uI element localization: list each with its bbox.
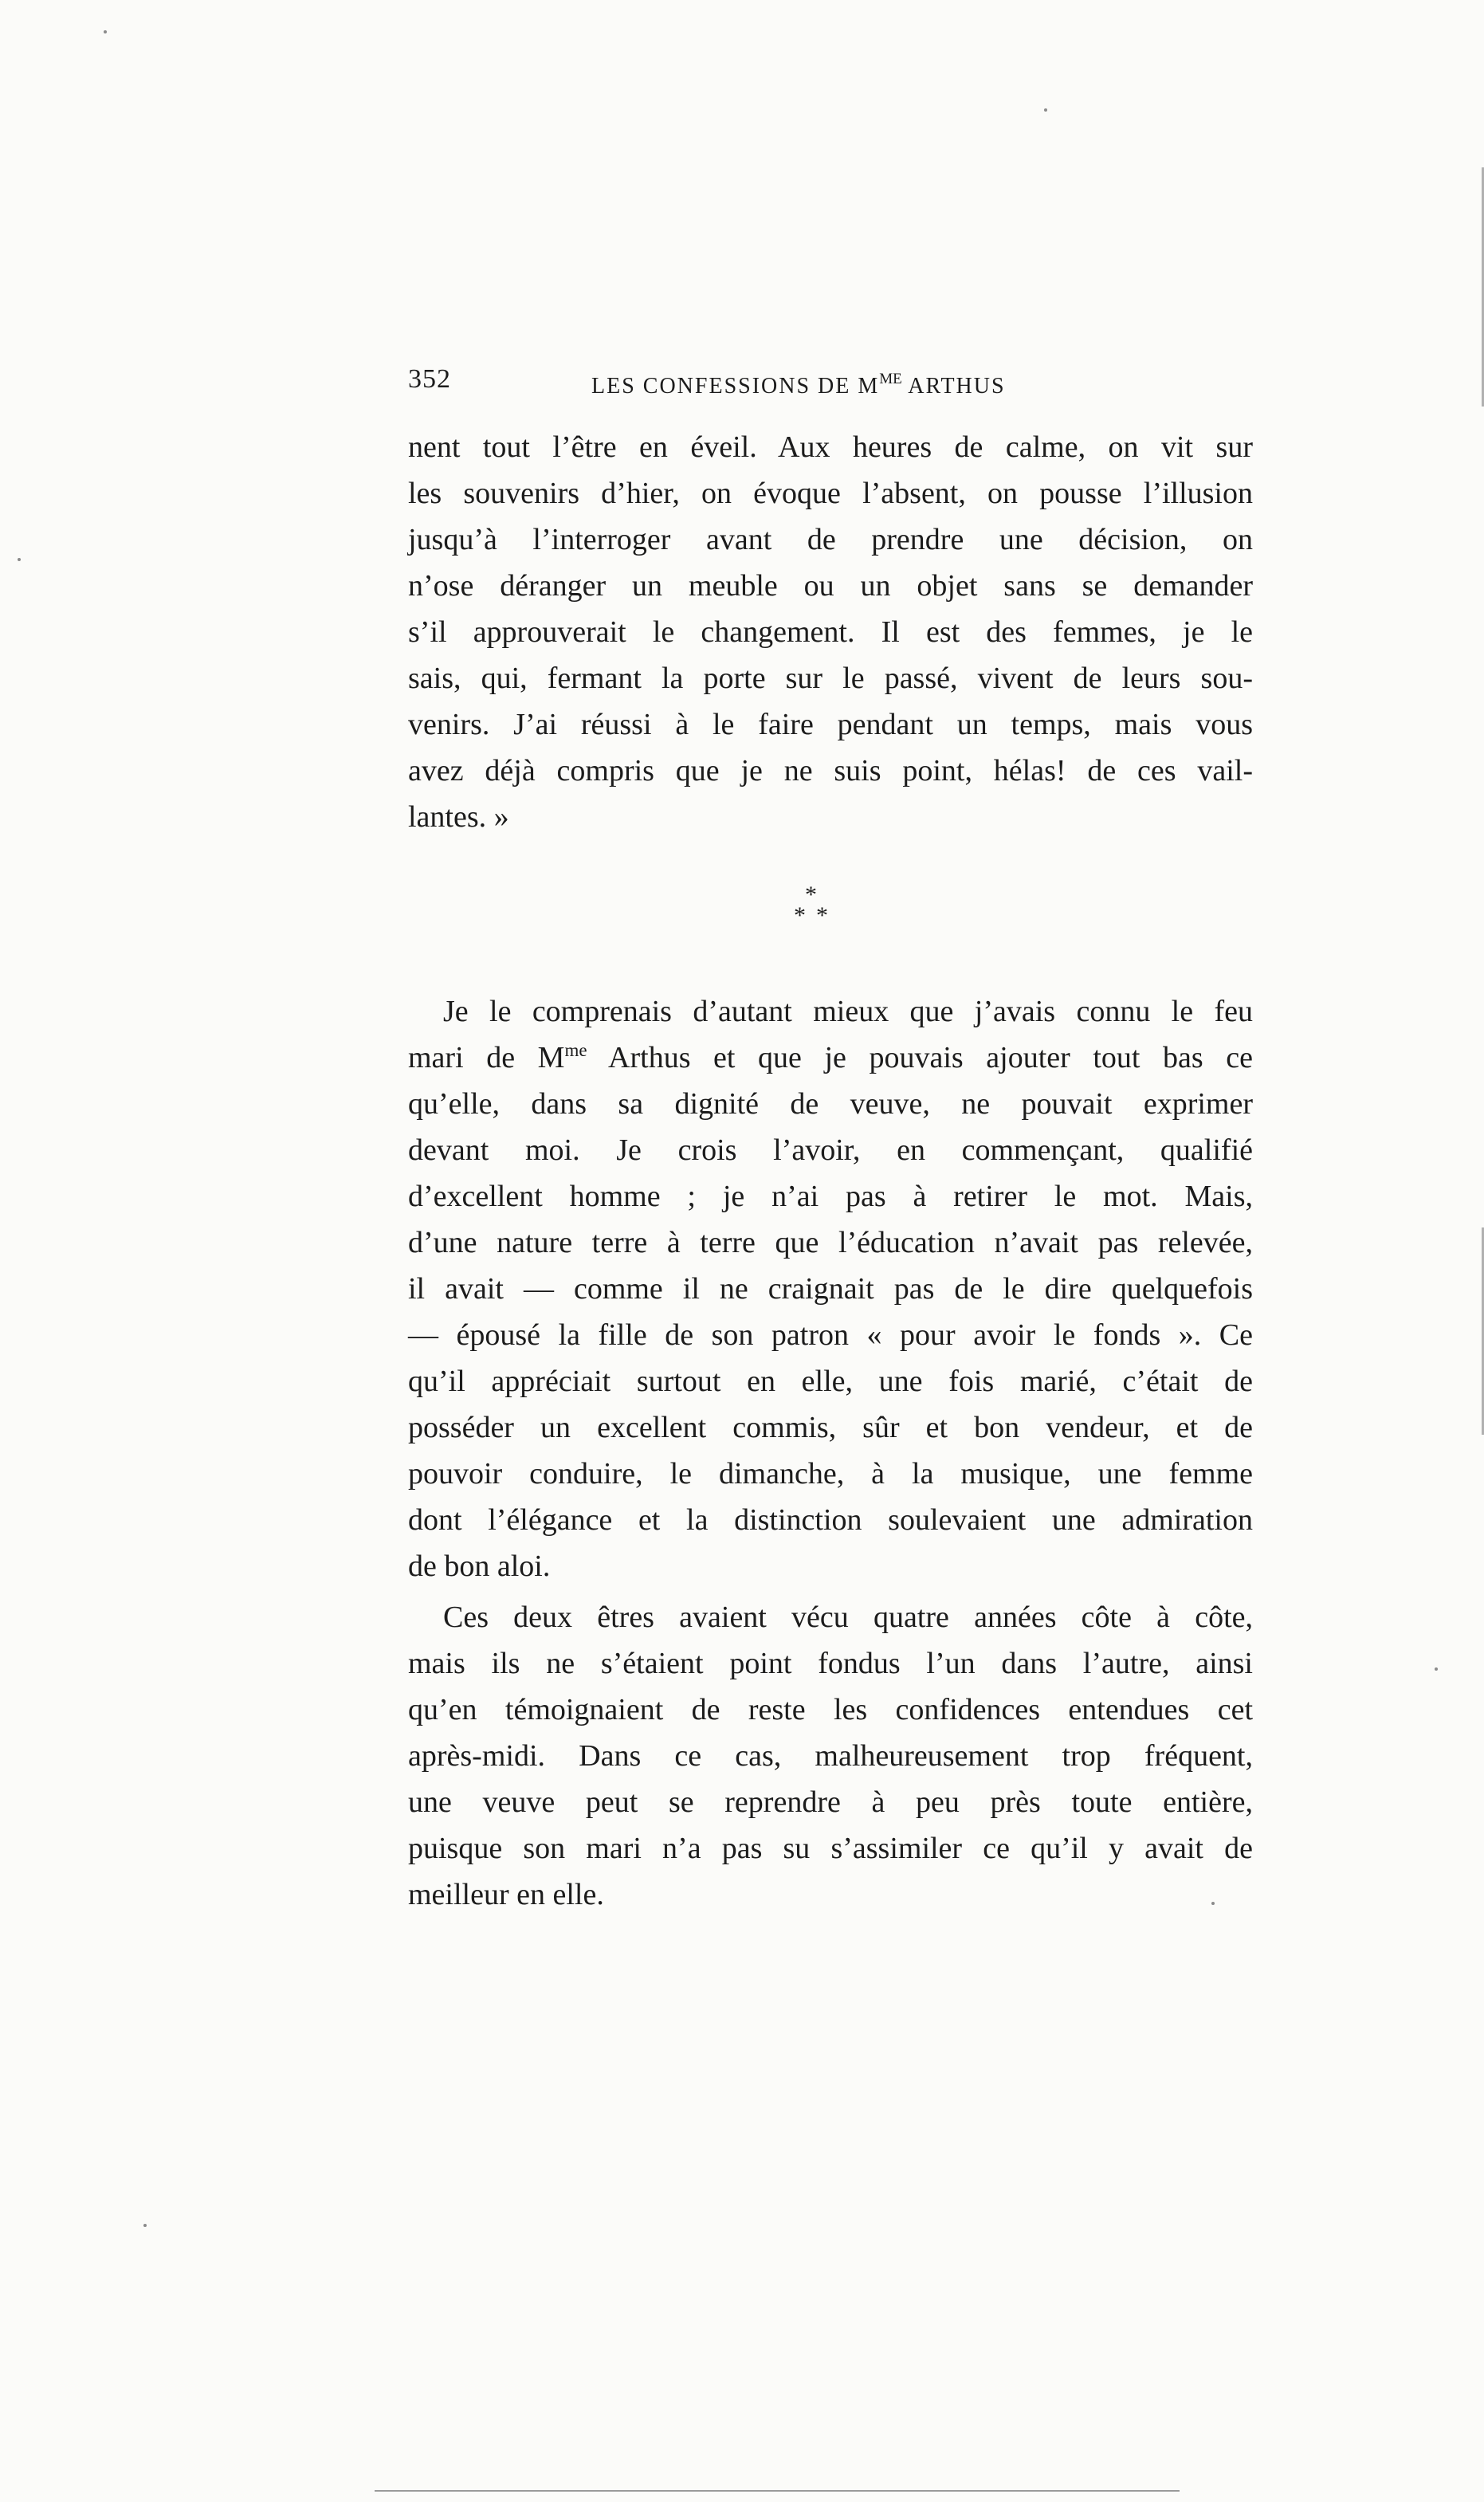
text-fragment: mari de M — [408, 1041, 565, 1074]
asterism-star: * — [805, 882, 817, 908]
text-line: d’excellent homme ; je n’ai pas à retirer le mot. Mais, — [408, 1180, 1253, 1213]
text-line: Je le comprenais d’autant mieux que j’avais connu le feu — [443, 995, 1253, 1028]
text-line: d’une nature terre à terre que l’éducation n’avait pas relevée, — [408, 1226, 1253, 1259]
asterism-star: * — [816, 902, 828, 929]
asterism-star: * — [794, 902, 806, 929]
paragraph-2 — [408, 988, 1253, 1589]
text-line: posséder un excellent commis, sûr et bon vendeur, et de — [408, 1411, 1253, 1444]
paper-speck — [1211, 1902, 1215, 1905]
paper-speck — [1435, 1667, 1438, 1671]
page-number: 352 — [408, 364, 451, 394]
text-line: — épousé la fille de son patron « pour avoir le fonds ». Ce — [408, 1318, 1253, 1352]
paper-speck — [1044, 108, 1047, 112]
text-line: il avait — comme il ne craignait pas de le dire quelquefois — [408, 1272, 1253, 1306]
text-line: lantes. » — [408, 800, 509, 834]
text-line: dont l’élégance et la distinction soulevaient une admiration — [408, 1503, 1253, 1537]
text-line: de bon aloi. — [408, 1550, 551, 1583]
text-line: avez déjà compris que je ne suis point, hélas! de ces vail- — [408, 754, 1253, 788]
text-line: qu’il appréciait surtout en elle, une fois marié, c’était de — [408, 1365, 1253, 1398]
running-title-superscript: ME — [879, 371, 902, 387]
running-title-end: ARTHUS — [901, 374, 1006, 399]
text-line: après-midi. Dans ce cas, malheureusement trop fréquent, — [408, 1739, 1253, 1773]
text-line: les souvenirs d’hier, on évoque l’absent, on pousse l’illusion — [408, 477, 1253, 510]
running-head — [408, 357, 1253, 402]
text-line: jusqu’à l’interroger avant de prendre une décision, on — [408, 523, 1253, 556]
paper-speck — [143, 2224, 147, 2227]
text-superscript: me — [564, 1040, 587, 1060]
text-line: n’ose déranger un meuble ou un objet sans se demander — [408, 569, 1253, 603]
text-line: qu’en témoignaient de reste les confidences entendues cet — [408, 1693, 1253, 1726]
section-break-asterism — [765, 883, 861, 936]
text-line: Ces deux êtres avaient vécu quatre années côte à côte, — [443, 1601, 1253, 1634]
text-line: pouvoir conduire, le dimanche, à la musique, une femme — [408, 1457, 1253, 1491]
paragraph-1 — [408, 424, 1253, 840]
text-line: sais, qui, fermant la porte sur le passé, vivent de leurs sou- — [408, 662, 1253, 695]
text-line: puisque son mari n’a pas su s’assimiler ce qu’il y avait de — [408, 1832, 1253, 1865]
text-line: venirs. J’ai réussi à le faire pendant un temps, mais vous — [408, 708, 1253, 741]
paper-speck — [104, 30, 107, 33]
text-fragment: Arthus et que je pouvais ajouter tout bas ce — [587, 1041, 1254, 1074]
paragraph-3 — [408, 1594, 1253, 1918]
text-line — [408, 1035, 1253, 1081]
text-line: s’il approuverait le changement. Il est des femmes, je le — [408, 615, 1253, 649]
text-line: devant moi. Je crois l’avoir, en commençant, qualifié — [408, 1133, 1253, 1167]
text-line: qu’elle, dans sa dignité de veuve, ne pouvait exprimer — [408, 1087, 1253, 1121]
running-title-text: LES CONFESSIONS DE M — [591, 374, 880, 399]
paper-speck — [18, 558, 21, 561]
text-line: nent tout l’être en éveil. Aux heures de calme, on vit sur — [408, 430, 1253, 464]
scan-bottom-rule — [375, 2490, 1180, 2492]
text-line: une veuve peut se reprendre à peu près toute entière, — [408, 1785, 1253, 1819]
text-line: mais ils ne s’étaient point fondus l’un dans l’autre, ainsi — [408, 1647, 1253, 1680]
running-title — [591, 357, 1006, 409]
text-line: meilleur en elle. — [408, 1878, 604, 1911]
